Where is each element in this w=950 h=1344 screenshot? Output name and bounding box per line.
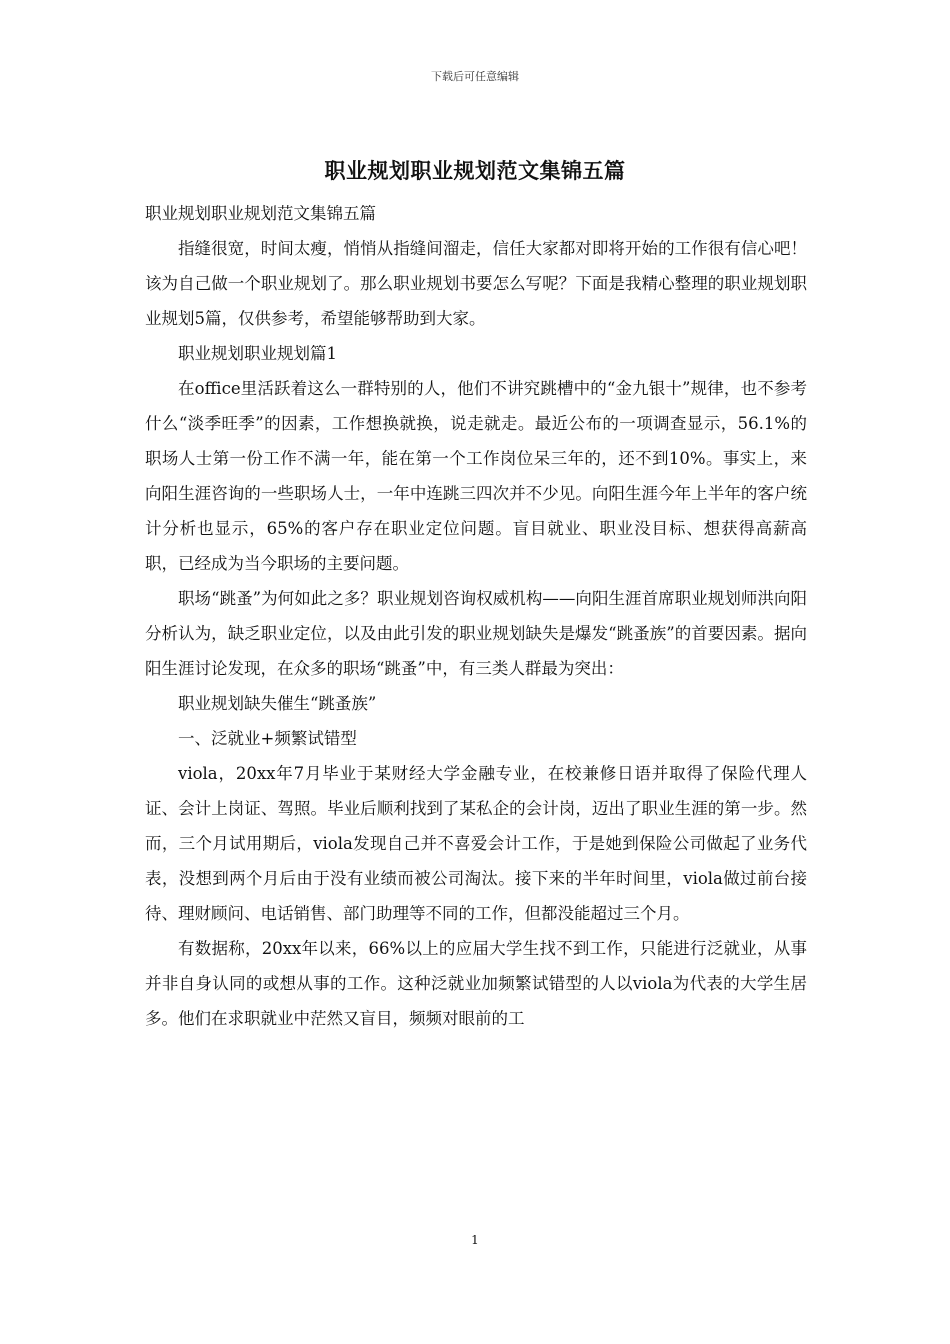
document-body [145, 196, 807, 1036]
body-paragraph: viola，20xx年7月毕业于某财经大学金融专业，在校兼修日语并取得了保险代理人证、会计上岗证、驾照。毕业后顺利找到了某私企的会计岗，迈出了职业生涯的第一步。然而，三个月试用期后，viola发现自己并不喜爱会计工作，于是她到保险公司做起了业务代表，没想到两个月后由于没有业绩而被公司淘汰。接下来的半年时间里，viola做过前台接待、理财顾问、电话销售、部门助理等不同的工作，但都没能超过三个月。 [145, 764, 807, 923]
page-header-note: 下载后可任意编辑 [431, 70, 519, 83]
intro-paragraph: 指缝很宽，时间太瘦，悄悄从指缝间溜走，信任大家都对即将开始的工作很有信心吧！该为自己做一个职业规划了。那么职业规划书要怎么写呢？下面是我精心整理的职业规划职业规划5篇，仅供参考，希望能够帮助到大家。 [145, 239, 807, 328]
body-paragraph: 有数据称，20xx年以来，66%以上的应届大学生找不到工作，只能进行泛就业，从事并非自身认同的或想从事的工作。这种泛就业加频繁试错型的人以viola为代表的大学生居多。他们在求职就业中茫然又盲目，频频对眼前的工 [145, 939, 807, 1028]
page-number: 1 [471, 1233, 479, 1247]
document-title: 职业规划职业规划范文集锦五篇 [324, 158, 626, 183]
subheading-paragraph: 一、泛就业+频繁试错型 [178, 729, 357, 748]
body-paragraph: 在office里活跃着这么一群特别的人，他们不讲究跳槽中的“金九银十”规律，也不参考什么“淡季旺季”的因素，工作想换就换，说走就走。最近公布的一项调查显示，56.1%的职场人士第一份工作不满一年，能在第一个工作岗位呆三年的，还不到10%。事实上，来向阳生涯咨询的一些职场人士，一年中连跳三四次并不少见。向阳生涯今年上半年的客户统计分析也显示，65%的客户存在职业定位问题。盲目就业、职业没目标、想获得高薪高职，已经成为当今职场的主要问题。 [145, 379, 807, 573]
section-heading-1: 职业规划职业规划篇1 [178, 344, 337, 363]
subtitle-paragraph: 职业规划职业规划范文集锦五篇 [145, 204, 376, 223]
subheading-paragraph: 职业规划缺失催生“跳蚤族” [178, 694, 377, 713]
body-paragraph: 职场“跳蚤”为何如此之多？职业规划咨询权威机构——向阳生涯首席职业规划师洪向阳分析认为，缺乏职业定位，以及由此引发的职业规划缺失是爆发“跳蚤族”的首要因素。据向阳生涯讨论发现，在众多的职场“跳蚤”中，有三类人群最为突出： [145, 589, 807, 678]
